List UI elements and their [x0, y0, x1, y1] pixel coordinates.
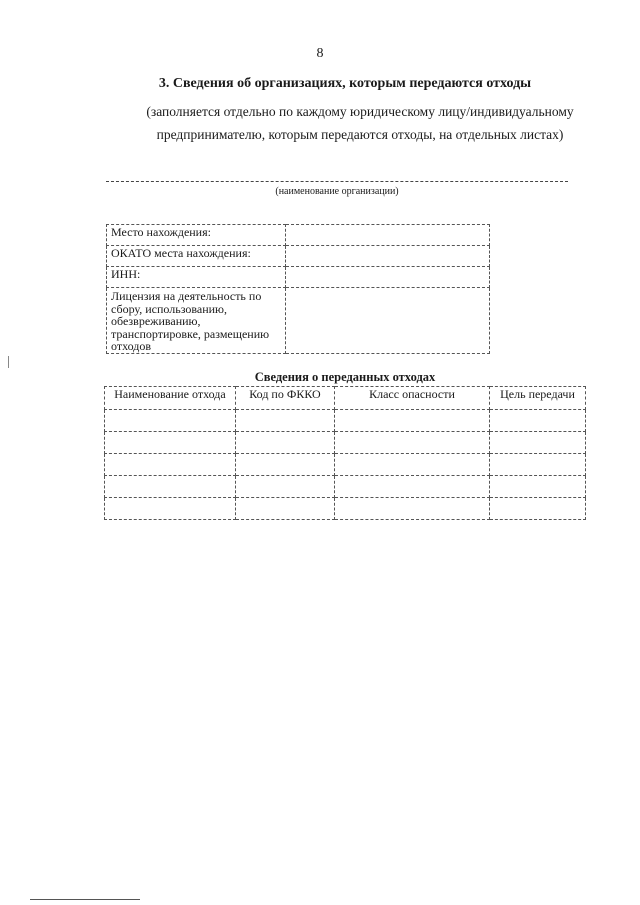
info-label-location: Место нахождения: [107, 225, 286, 246]
cell-waste-name[interactable] [105, 476, 236, 498]
cell-transfer-purpose[interactable] [490, 432, 586, 454]
section-title: 3. Сведения об организациях, которым передаются отходы [158, 76, 532, 91]
subtitle-line-1: (заполняется отдельно по каждому юридическому лицу/индивидуальному [146, 104, 574, 119]
cell-hazard-class[interactable] [335, 476, 490, 498]
cell-waste-name[interactable] [105, 498, 236, 520]
info-value-license[interactable] [286, 288, 490, 354]
cell-fkko-code[interactable] [236, 454, 335, 476]
cell-fkko-code[interactable] [236, 410, 335, 432]
info-value-okato[interactable] [286, 246, 490, 267]
cell-waste-name[interactable] [105, 432, 236, 454]
cell-transfer-purpose[interactable] [490, 454, 586, 476]
organization-name-caption: (наименование организации) [275, 186, 399, 197]
info-label-okato: ОКАТО места нахождения: [107, 246, 286, 267]
header-transfer-purpose: Цель передачи [490, 387, 586, 410]
cell-hazard-class[interactable] [335, 410, 490, 432]
subtitle-line-2: предпринимателю, которым передаются отходы, на отдельных листах) [156, 127, 564, 142]
cell-fkko-code[interactable] [236, 476, 335, 498]
info-row-license [107, 288, 490, 354]
waste-table [104, 386, 586, 520]
cell-transfer-purpose[interactable] [490, 498, 586, 520]
info-label-license [107, 288, 286, 354]
info-row-location [107, 225, 490, 246]
footnote-separator [30, 899, 140, 900]
header-fkko-code: Код по ФККО [236, 387, 335, 410]
organization-name-line[interactable] [106, 181, 568, 182]
table-row [105, 498, 586, 520]
license-label-line: отходов [111, 339, 152, 353]
cell-transfer-purpose[interactable] [490, 410, 586, 432]
header-hazard-class: Класс опасности [335, 387, 490, 410]
license-label-line: сбору, использованию, [111, 301, 228, 316]
info-label-inn: ИНН: [107, 267, 286, 288]
info-value-location[interactable] [286, 225, 490, 246]
license-label-line: Лицензия на деятельность по [111, 289, 262, 303]
organization-info-table [106, 224, 490, 354]
waste-table-header [105, 387, 586, 410]
info-row-inn [107, 267, 490, 288]
margin-mark [8, 356, 9, 368]
header-waste-name: Наименование отхода [105, 387, 236, 410]
license-label-line: обезвреживанию, [111, 314, 201, 328]
table-row [105, 432, 586, 454]
cell-waste-name[interactable] [105, 454, 236, 476]
table-row [105, 476, 586, 498]
page-number: 8 [316, 46, 324, 61]
cell-hazard-class[interactable] [335, 432, 490, 454]
info-row-okato [107, 246, 490, 267]
cell-hazard-class[interactable] [335, 498, 490, 520]
waste-table-title: Сведения о переданных отходах [254, 370, 436, 384]
cell-hazard-class[interactable] [335, 454, 490, 476]
cell-fkko-code[interactable] [236, 498, 335, 520]
cell-transfer-purpose[interactable] [490, 476, 586, 498]
cell-waste-name[interactable] [105, 410, 236, 432]
section-subtitle [0, 100, 640, 146]
table-row [105, 410, 586, 432]
license-label-line: транспортировке, размещению [111, 326, 270, 341]
table-row [105, 454, 586, 476]
cell-fkko-code[interactable] [236, 432, 335, 454]
info-value-inn[interactable] [286, 267, 490, 288]
